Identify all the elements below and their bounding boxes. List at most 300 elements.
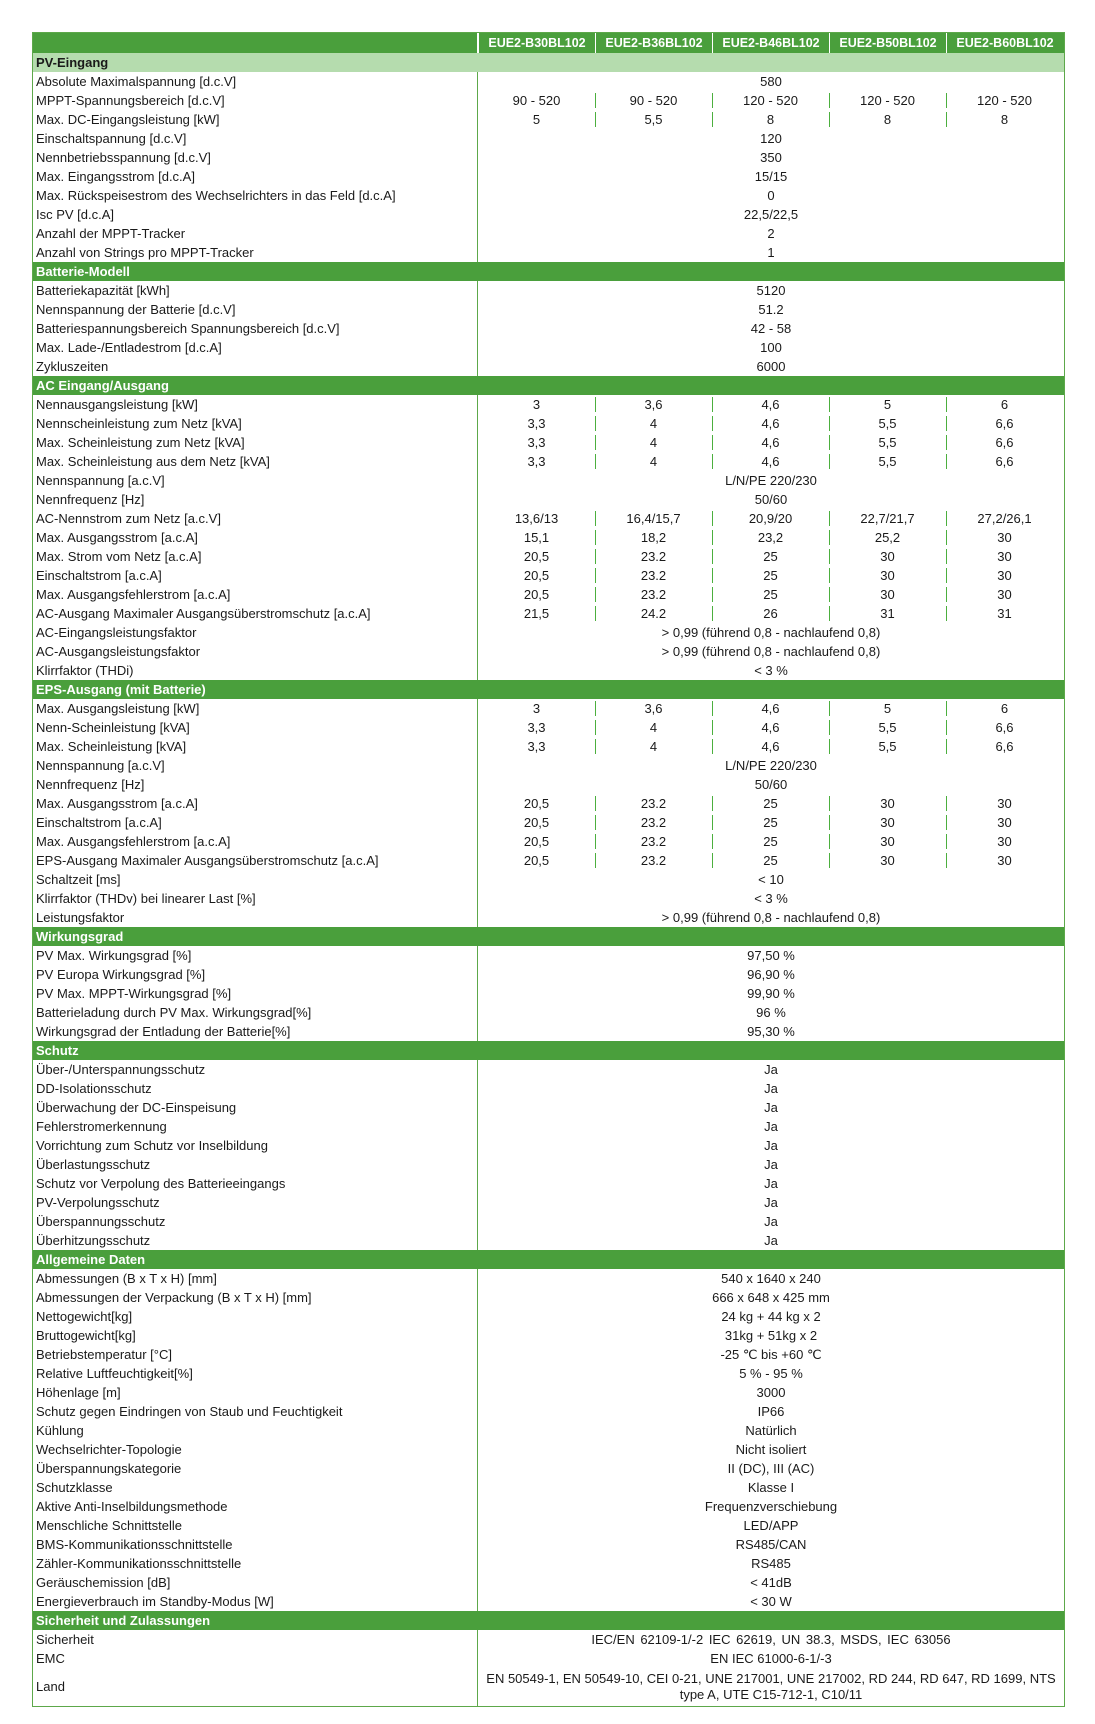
spec-value-cell: 20,5	[523, 587, 550, 602]
spec-row	[33, 1098, 1064, 1117]
spec-value: 350	[760, 150, 782, 165]
spec-value: Klasse I	[747, 1480, 795, 1495]
spec-row	[33, 1535, 1064, 1554]
spec-row	[33, 756, 1064, 775]
spec-values	[478, 1554, 1064, 1573]
spec-value-cell: 5,5	[595, 110, 712, 129]
spec-values	[478, 908, 1064, 927]
section-title: Batterie-Modell	[36, 264, 130, 279]
spec-value-cell: 120 - 520	[829, 91, 946, 110]
spec-row	[33, 718, 1064, 737]
spec-table	[32, 32, 1065, 1707]
spec-value-cell: 4,6	[712, 414, 829, 433]
spec-value: IP66	[757, 1404, 785, 1419]
spec-value-cell: 25,2	[829, 528, 946, 547]
spec-values	[478, 1535, 1064, 1554]
spec-row	[33, 1326, 1064, 1345]
spec-values	[478, 281, 1064, 300]
spec-value-cell: 8	[946, 110, 1063, 129]
spec-value-cell: 16,4/15,7	[595, 509, 712, 528]
spec-label: MPPT-Spannungsbereich [d.c.V]	[33, 91, 478, 110]
section-title: Allgemeine Daten	[36, 1252, 146, 1267]
spec-values	[478, 1668, 1064, 1706]
spec-value: Ja	[764, 1233, 778, 1248]
spec-values	[478, 148, 1064, 167]
spec-label: Abmessungen der Verpackung (B x T x H) [mm]	[33, 1288, 478, 1307]
spec-values	[478, 1402, 1064, 1421]
spec-values	[478, 395, 1064, 414]
spec-value: 0	[767, 188, 775, 203]
spec-value: EN 50549-1, EN 50549-10, CEI 0-21, UNE 217001, UNE 217002, RD 244, RD 647, RD 1699, NTS type A, UTE C15-712-1, C10/11	[486, 1671, 1056, 1702]
spec-value-cell: 25	[712, 585, 829, 604]
spec-value: 100	[760, 340, 782, 355]
spec-value-cell: 25	[712, 794, 829, 813]
spec-label: PV Europa Wirkungsgrad [%]	[33, 965, 478, 984]
spec-value-cell: 3,6	[595, 395, 712, 414]
spec-value: 5120	[756, 283, 786, 298]
spec-row	[33, 319, 1064, 338]
spec-values	[478, 756, 1064, 775]
spec-label: Überwachung der DC-Einspeisung	[33, 1098, 478, 1117]
spec-value-cell: 30	[829, 547, 946, 566]
spec-values	[478, 547, 1064, 566]
section-title: Schutz	[36, 1043, 79, 1058]
spec-label: Max. Ausgangsfehlerstrom [a.c.A]	[33, 832, 478, 851]
spec-values	[478, 585, 1064, 604]
spec-value-cell: 5,5	[829, 718, 946, 737]
spec-label: Geräuschemission [dB]	[33, 1573, 478, 1592]
spec-value: L/N/PE 220/230	[725, 758, 817, 773]
spec-row	[33, 72, 1064, 91]
spec-value-cell: 30	[946, 794, 1063, 813]
spec-value-cell: 4	[595, 414, 712, 433]
spec-value-cell: 23.2	[595, 585, 712, 604]
spec-value-cell: 90 - 520	[595, 91, 712, 110]
spec-value-cell: 26	[712, 604, 829, 623]
spec-label: EPS-Ausgang Maximaler Ausgangsüberstromschutz [a.c.A]	[33, 851, 478, 870]
spec-value-cell: 20,5	[523, 853, 550, 868]
spec-label: Überlastungsschutz	[33, 1155, 478, 1174]
section-title: EPS-Ausgang (mit Batterie)	[36, 682, 206, 697]
spec-values	[478, 300, 1064, 319]
spec-label: Max. Eingangsstrom [d.c.A]	[33, 167, 478, 186]
spec-value-cell: 4,6	[712, 452, 829, 471]
spec-label: Nennspannung [a.c.V]	[33, 471, 478, 490]
spec-value-cell: 3	[532, 701, 541, 716]
spec-value: > 0,99 (führend 0,8 - nachlaufend 0,8)	[661, 644, 881, 659]
spec-value: Ja	[764, 1062, 778, 1077]
spec-label: Über-/Unterspannungsschutz	[33, 1060, 478, 1079]
spec-row	[33, 1174, 1064, 1193]
spec-value: 95,30 %	[747, 1024, 795, 1039]
section-title: Wirkungsgrad	[36, 929, 124, 944]
spec-value: -25 ℃ bis +60 ℃	[720, 1347, 822, 1362]
spec-values	[478, 946, 1064, 965]
spec-row	[33, 471, 1064, 490]
spec-row	[33, 1440, 1064, 1459]
spec-value-cell: 30	[829, 832, 946, 851]
spec-values	[478, 338, 1064, 357]
spec-label: Land	[33, 1668, 478, 1706]
spec-label: EMC	[33, 1649, 478, 1668]
spec-label: Höhenlage [m]	[33, 1383, 478, 1402]
spec-row	[33, 585, 1064, 604]
spec-values	[478, 889, 1064, 908]
spec-values	[478, 965, 1064, 984]
spec-value-cell: 18,2	[595, 528, 712, 547]
spec-label: Kühlung	[33, 1421, 478, 1440]
model-header: EUE2-B50BL102	[829, 33, 946, 53]
spec-row	[33, 1193, 1064, 1212]
spec-values	[478, 1440, 1064, 1459]
spec-value: 6000	[756, 359, 786, 374]
spec-values	[478, 718, 1064, 737]
spec-values	[478, 1288, 1064, 1307]
spec-value-cell: 30	[946, 851, 1063, 870]
spec-value-cell: 23.2	[595, 832, 712, 851]
spec-values	[478, 566, 1064, 585]
spec-label: Überhitzungsschutz	[33, 1231, 478, 1250]
spec-values	[478, 1326, 1064, 1345]
spec-label: Schutzklasse	[33, 1478, 478, 1497]
spec-label: AC-Ausgangsleistungsfaktor	[33, 642, 478, 661]
spec-label: Menschliche Schnittstelle	[33, 1516, 478, 1535]
spec-value: L/N/PE 220/230	[725, 473, 817, 488]
spec-row	[33, 186, 1064, 205]
spec-row	[33, 946, 1064, 965]
spec-row	[33, 1459, 1064, 1478]
spec-row	[33, 490, 1064, 509]
section-header	[33, 53, 1064, 72]
spec-value-cell: 8	[829, 110, 946, 129]
spec-label: Wirkungsgrad der Entladung der Batterie[%]	[33, 1022, 478, 1041]
spec-label: Absolute Maximalspannung [d.c.V]	[33, 72, 478, 91]
spec-values	[478, 1364, 1064, 1383]
spec-row	[33, 813, 1064, 832]
spec-row	[33, 1117, 1064, 1136]
table-body	[33, 53, 1064, 1706]
spec-label: Max. Ausgangsstrom [a.c.A]	[33, 794, 478, 813]
spec-value-cell: 5,5	[829, 414, 946, 433]
spec-values	[478, 1212, 1064, 1231]
section-header	[33, 376, 1064, 395]
spec-row	[33, 566, 1064, 585]
spec-value: < 10	[758, 872, 784, 887]
spec-label: Batteriespannungsbereich Spannungsbereich [d.c.V]	[33, 319, 478, 338]
spec-label: PV Max. MPPT-Wirkungsgrad [%]	[33, 984, 478, 1003]
spec-label: AC-Ausgang Maximaler Ausgangsüberstromschutz [a.c.A]	[33, 604, 478, 623]
spec-values	[478, 1117, 1064, 1136]
spec-value-cell: 4,6	[712, 737, 829, 756]
spec-values	[478, 984, 1064, 1003]
spec-value: 96,90 %	[747, 967, 795, 982]
spec-values	[478, 1383, 1064, 1402]
spec-value-cell: 120 - 520	[712, 91, 829, 110]
spec-label: Batterieladung durch PV Max. Wirkungsgrad[%]	[33, 1003, 478, 1022]
section-header	[33, 262, 1064, 281]
spec-value-cell: 3,3	[527, 720, 546, 735]
spec-label: Aktive Anti-Inselbildungsmethode	[33, 1497, 478, 1516]
spec-value: 580	[760, 74, 782, 89]
spec-row	[33, 1231, 1064, 1250]
spec-values	[478, 167, 1064, 186]
spec-value-cell: 3,6	[595, 699, 712, 718]
spec-row	[33, 623, 1064, 642]
spec-value-cell: 5,5	[829, 452, 946, 471]
spec-value-cell: 30	[946, 832, 1063, 851]
spec-values	[478, 452, 1064, 471]
section-title: AC Eingang/Ausgang	[36, 378, 169, 393]
spec-values	[478, 1307, 1064, 1326]
spec-label: AC-Eingangsleistungsfaktor	[33, 623, 478, 642]
spec-value-cell: 30	[829, 585, 946, 604]
spec-value-cell: 5,5	[829, 433, 946, 452]
spec-row	[33, 338, 1064, 357]
spec-row	[33, 414, 1064, 433]
spec-values	[478, 1516, 1064, 1535]
spec-value: RS485	[751, 1556, 791, 1571]
spec-values	[478, 1478, 1064, 1497]
spec-values	[478, 110, 1064, 129]
spec-row	[33, 129, 1064, 148]
spec-value-cell: 30	[946, 528, 1063, 547]
spec-value: 540 x 1640 x 240	[721, 1271, 821, 1286]
spec-value-cell: 21,5	[523, 606, 550, 621]
spec-value-cell: 24.2	[595, 604, 712, 623]
spec-label: Batteriekapazität [kWh]	[33, 281, 478, 300]
spec-label: Betriebstemperatur [°C]	[33, 1345, 478, 1364]
spec-label: Vorrichtung zum Schutz vor Inselbildung	[33, 1136, 478, 1155]
spec-label: Einschaltstrom [a.c.A]	[33, 566, 478, 585]
section-header	[33, 1250, 1064, 1269]
spec-row	[33, 1421, 1064, 1440]
spec-value-cell: 15,1	[523, 530, 550, 545]
spec-label: Klirrfaktor (THDv) bei linearer Last [%]	[33, 889, 478, 908]
spec-row	[33, 395, 1064, 414]
spec-row	[33, 433, 1064, 452]
spec-row	[33, 1060, 1064, 1079]
spec-row	[33, 1649, 1064, 1668]
spec-value-cell: 3,3	[527, 416, 546, 431]
spec-value-cell: 20,5	[523, 834, 550, 849]
spec-row	[33, 1668, 1064, 1706]
spec-values	[478, 604, 1064, 623]
spec-values	[478, 1155, 1064, 1174]
spec-value: Ja	[764, 1214, 778, 1229]
spec-value-cell: 20,5	[523, 549, 550, 564]
spec-values	[478, 471, 1064, 490]
spec-values	[478, 205, 1064, 224]
spec-value-cell: 5	[532, 112, 541, 127]
spec-row	[33, 775, 1064, 794]
spec-label: Nennausgangsleistung [kW]	[33, 395, 478, 414]
section-header-fill	[478, 53, 1064, 72]
spec-row	[33, 243, 1064, 262]
spec-value: Ja	[764, 1138, 778, 1153]
spec-label: Leistungsfaktor	[33, 908, 478, 927]
spec-values	[478, 642, 1064, 661]
spec-value: 22,5/22,5	[743, 207, 799, 222]
section-header	[33, 680, 1064, 699]
spec-values	[478, 737, 1064, 756]
spec-value-cell: 25	[712, 813, 829, 832]
spec-value-cell: 13,6/13	[514, 511, 559, 526]
spec-value: 1	[767, 245, 775, 260]
spec-row	[33, 965, 1064, 984]
spec-values	[478, 699, 1064, 718]
spec-value-cell: 23,2	[712, 528, 829, 547]
spec-values	[478, 1573, 1064, 1592]
spec-row	[33, 357, 1064, 376]
spec-row	[33, 1630, 1064, 1649]
spec-value-cell: 23.2	[595, 813, 712, 832]
spec-value: 42 - 58	[750, 321, 792, 336]
spec-row	[33, 300, 1064, 319]
spec-row	[33, 908, 1064, 927]
spec-values	[478, 1497, 1064, 1516]
spec-row	[33, 1307, 1064, 1326]
spec-value-cell: 30	[829, 566, 946, 585]
spec-value: 99,90 %	[747, 986, 795, 1001]
spec-value: IEC/EN 62109-1/-2 IEC 62619, UN 38.3, MSDS, IEC 63056	[591, 1632, 951, 1647]
spec-row	[33, 984, 1064, 1003]
spec-value-cell: 4,6	[712, 433, 829, 452]
spec-value: EN IEC 61000-6-1/-3	[710, 1651, 832, 1666]
spec-values	[478, 1269, 1064, 1288]
spec-label: Schaltzeit [ms]	[33, 870, 478, 889]
spec-label: Klirrfaktor (THDi)	[33, 661, 478, 680]
spec-value: 2	[767, 226, 775, 241]
spec-value: Ja	[764, 1176, 778, 1191]
spec-values	[478, 1174, 1064, 1193]
spec-value: Ja	[764, 1119, 778, 1134]
spec-row	[33, 737, 1064, 756]
spec-values	[478, 1421, 1064, 1440]
spec-label: Abmessungen (B x T x H) [mm]	[33, 1269, 478, 1288]
spec-label: Wechselrichter-Topologie	[33, 1440, 478, 1459]
spec-value: 666 x 648 x 425 mm	[712, 1290, 830, 1305]
spec-label: PV-Verpolungsschutz	[33, 1193, 478, 1212]
spec-label: Zähler-Kommunikationsschnittstelle	[33, 1554, 478, 1573]
spec-values	[478, 1022, 1064, 1041]
spec-label: Anzahl von Strings pro MPPT-Tracker	[33, 243, 478, 262]
spec-value: Nicht isoliert	[735, 1442, 807, 1457]
spec-value: 50/60	[754, 777, 788, 792]
spec-value-cell: 25	[712, 566, 829, 585]
spec-label: Bruttogewicht[kg]	[33, 1326, 478, 1345]
spec-row	[33, 1364, 1064, 1383]
spec-label: Max. DC-Eingangsleistung [kW]	[33, 110, 478, 129]
model-header-row	[33, 33, 1064, 53]
spec-values	[478, 661, 1064, 680]
spec-value-cell: 4,6	[712, 699, 829, 718]
spec-label: Nennfrequenz [Hz]	[33, 775, 478, 794]
model-header: EUE2-B46BL102	[712, 33, 829, 53]
spec-value-cell: 30	[829, 794, 946, 813]
spec-value-cell: 30	[946, 585, 1063, 604]
spec-value-cell: 30	[946, 547, 1063, 566]
spec-value: 24 kg + 44 kg x 2	[721, 1309, 821, 1324]
spec-values	[478, 1079, 1064, 1098]
spec-value-cell: 22,7/21,7	[829, 509, 946, 528]
spec-value: Ja	[764, 1195, 778, 1210]
spec-value-cell: 3,3	[527, 435, 546, 450]
spec-value: 31kg + 51kg x 2	[724, 1328, 818, 1343]
spec-value-cell: 23.2	[595, 851, 712, 870]
spec-row	[33, 91, 1064, 110]
spec-label: Max. Ausgangsleistung [kW]	[33, 699, 478, 718]
spec-values	[478, 1649, 1064, 1668]
spec-values	[478, 851, 1064, 870]
spec-row	[33, 1345, 1064, 1364]
spec-values	[478, 813, 1064, 832]
spec-label: Max. Strom vom Netz [a.c.A]	[33, 547, 478, 566]
spec-value-cell: 6,6	[946, 452, 1063, 471]
spec-label: Max. Scheinleistung zum Netz [kVA]	[33, 433, 478, 452]
spec-row	[33, 224, 1064, 243]
spec-label: Max. Rückspeisestrom des Wechselrichters in das Feld [d.c.A]	[33, 186, 478, 205]
spec-row	[33, 547, 1064, 566]
spec-value-cell: 6,6	[946, 718, 1063, 737]
spec-value-cell: 3	[532, 397, 541, 412]
section-header	[33, 1041, 1064, 1060]
spec-values	[478, 91, 1064, 110]
spec-value-cell: 30	[946, 566, 1063, 585]
spec-values	[478, 129, 1064, 148]
spec-label: Max. Ausgangsfehlerstrom [a.c.A]	[33, 585, 478, 604]
spec-row	[33, 1478, 1064, 1497]
spec-value-cell: 30	[946, 813, 1063, 832]
spec-value-cell: 20,5	[523, 796, 550, 811]
spec-label: Nennfrequenz [Hz]	[33, 490, 478, 509]
spec-label: Nennscheinleistung zum Netz [kVA]	[33, 414, 478, 433]
spec-value-cell: 31	[946, 604, 1063, 623]
spec-row	[33, 110, 1064, 129]
spec-label: Max. Scheinleistung aus dem Netz [kVA]	[33, 452, 478, 471]
spec-value-cell: 3,3	[527, 454, 546, 469]
spec-label: Einschaltspannung [d.c.V]	[33, 129, 478, 148]
spec-value: > 0,99 (führend 0,8 - nachlaufend 0,8)	[661, 625, 881, 640]
spec-values	[478, 186, 1064, 205]
spec-value-cell: 5	[829, 699, 946, 718]
spec-value-cell: 23.2	[595, 794, 712, 813]
spec-row	[33, 1079, 1064, 1098]
section-header	[33, 927, 1064, 946]
spec-value: 96 %	[756, 1005, 786, 1020]
spec-value-cell: 25	[712, 851, 829, 870]
spec-value: < 3 %	[754, 663, 788, 678]
spec-value: II (DC), III (AC)	[727, 1461, 815, 1476]
spec-value: 120	[760, 131, 782, 146]
spec-value: RS485/CAN	[735, 1537, 807, 1552]
spec-values	[478, 1060, 1064, 1079]
spec-label: PV Max. Wirkungsgrad [%]	[33, 946, 478, 965]
spec-label: Energieverbrauch im Standby-Modus [W]	[33, 1592, 478, 1611]
spec-values	[478, 870, 1064, 889]
spec-values	[478, 832, 1064, 851]
spec-row	[33, 1554, 1064, 1573]
spec-row	[33, 452, 1064, 471]
spec-row	[33, 1136, 1064, 1155]
spec-label: Schutz vor Verpolung des Batterieeingangs	[33, 1174, 478, 1193]
spec-value-cell: 6	[946, 395, 1063, 414]
model-header: EUE2-B30BL102	[478, 33, 595, 53]
spec-row	[33, 699, 1064, 718]
spec-label: DD-Isolationsschutz	[33, 1079, 478, 1098]
spec-values	[478, 1193, 1064, 1212]
spec-row	[33, 1592, 1064, 1611]
spec-value-cell: 20,5	[523, 815, 550, 830]
